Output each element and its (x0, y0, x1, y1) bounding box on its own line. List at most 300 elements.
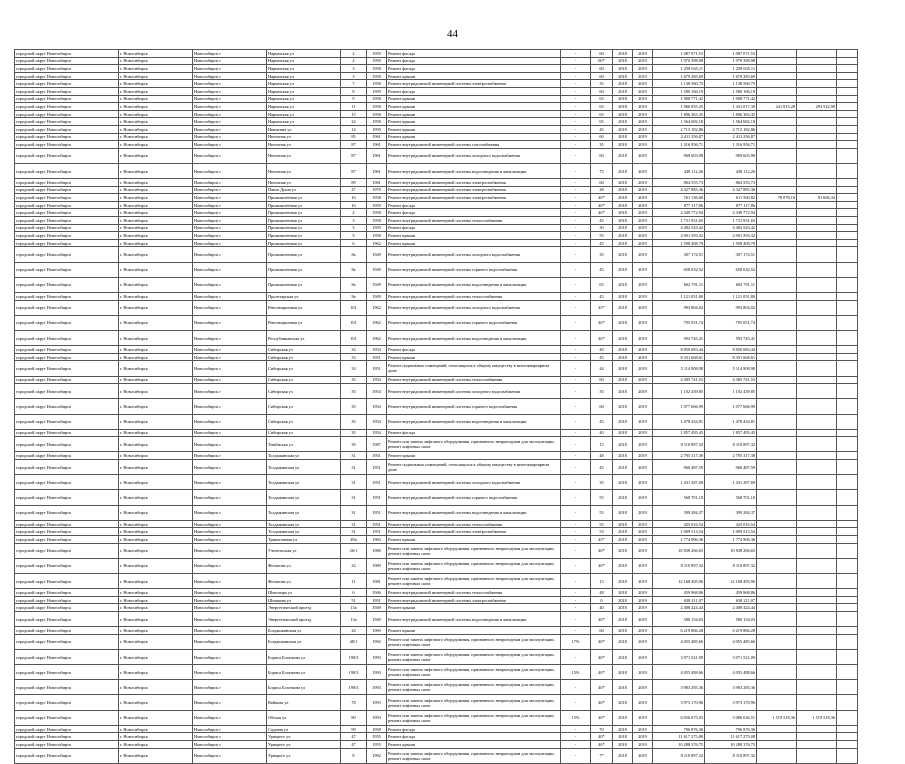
table-row (15, 72, 858, 80)
table-cell: 2019 (633, 217, 653, 225)
table-cell: Новосибирск г (193, 611, 267, 626)
table-cell: Промышленная ул (267, 209, 341, 217)
table-cell: 60 (591, 133, 613, 141)
table-cell: 1 258 635,11 (705, 65, 757, 73)
table-cell: 8 850 683,44 (705, 346, 757, 354)
table-cell: 14 (341, 125, 367, 133)
table-cell: Ремонт или замена лифтового оборудования, признанного непригодным для эксплуатации, ремонт лифтовых шахт (387, 710, 561, 725)
page-number: 44 (447, 28, 458, 40)
table-cell: Ремонт внутридомовой инженерной системы электроснабжения (387, 528, 561, 536)
table-cell: Новосибирск г (193, 186, 267, 194)
table-cell: г. Новосибирск (119, 460, 193, 475)
table-cell: городской округ Новосибирск (15, 490, 119, 505)
table-cell: 1961 (367, 148, 387, 163)
table-cell: 40* (591, 634, 613, 649)
table-cell: 2018 (613, 452, 633, 460)
table-cell: 1 564 682,18 (705, 118, 757, 126)
table-cell (797, 414, 837, 429)
table-cell: 4 055 485,66 (705, 634, 757, 649)
table-cell: 602 791,11 (705, 277, 757, 292)
table-cell: 2019 (633, 627, 653, 635)
table-cell: Ремонт крыши (387, 604, 561, 612)
table-cell: Ремонт фасада (387, 725, 561, 733)
table-cell: Ремонт или замена лифтового оборудования, признанного непригодным для эксплуатации, ремонт лифтовых шахт (387, 748, 561, 763)
table-cell (837, 543, 858, 558)
table-cell: 602 791,11 (653, 277, 705, 292)
table-cell (797, 384, 837, 399)
table-cell: 55 (591, 490, 613, 505)
table-cell: 11 (341, 103, 367, 111)
table-cell (757, 118, 797, 126)
table-cell: Новосибирск г (193, 163, 267, 178)
table-cell: 2018 (613, 665, 633, 680)
table-cell: 2019 (633, 300, 653, 315)
table-row (15, 300, 858, 315)
table-cell: 40 (591, 346, 613, 354)
table-cell: 45 (591, 414, 613, 429)
table-row (15, 634, 858, 649)
table-cell (797, 110, 837, 118)
table-row (15, 604, 858, 612)
table-cell: 1 519 518,36 (797, 710, 837, 725)
table-cell: 17% (561, 634, 591, 649)
table-cell: 4 327 885,36 (653, 186, 705, 194)
table-cell: Новосибирск г (193, 399, 267, 414)
table-cell: Бориса Богаткова ул (267, 680, 341, 695)
table-cell (837, 300, 858, 315)
table-cell: 4 055 488,66 (653, 665, 705, 680)
table-cell: - (561, 680, 591, 695)
table-cell: 2019 (633, 665, 653, 680)
table-cell: 45 (591, 353, 613, 361)
table-cell (797, 239, 837, 247)
table-cell: 35 (341, 384, 367, 399)
table-cell: Новосибирск г (193, 505, 267, 520)
table-cell: 10 288 376,75 (705, 741, 757, 749)
table-cell: - (561, 300, 591, 315)
table-cell: г. Новосибирск (119, 65, 193, 73)
table-cell: 8 850 683,44 (653, 346, 705, 354)
table-cell (757, 680, 797, 695)
table-cell (837, 695, 858, 710)
table-cell (837, 384, 858, 399)
table-cell (837, 217, 858, 225)
table-cell: Ремонт или замена лифтового оборудования, признанного непригодным для эксплуатации, ремонт лифтовых шахт (387, 665, 561, 680)
table-cell (837, 110, 858, 118)
table-cell: Новосибирск г (193, 133, 267, 141)
table-cell: 2018 (613, 475, 633, 490)
table-cell: 2018 (613, 179, 633, 187)
table-row (15, 293, 858, 301)
table-cell: 2018 (613, 695, 633, 710)
table-cell: 568 701,10 (705, 490, 757, 505)
table-cell: 2 795 317,38 (653, 452, 705, 460)
table-cell: - (561, 201, 591, 209)
table-cell: 1951 (367, 596, 387, 604)
table-cell: г. Новосибирск (119, 589, 193, 597)
table-cell: - (561, 95, 591, 103)
table-cell: 31 (341, 520, 367, 528)
table-cell: г. Новосибирск (119, 194, 193, 202)
table-cell: г. Новосибирск (119, 748, 193, 763)
table-row (15, 490, 858, 505)
table-cell (757, 490, 797, 505)
table-cell: 1989 (367, 558, 387, 573)
table-cell: 960 487,59 (653, 460, 705, 475)
table-cell: 1 009 513,54 (653, 528, 705, 536)
table-cell: Новосибирск г (193, 680, 267, 695)
table-row (15, 573, 858, 588)
table-cell: 2019 (633, 475, 653, 490)
table-cell (837, 72, 858, 80)
table-cell: 2019 (633, 725, 653, 733)
table-cell: Новосибирск г (193, 429, 267, 437)
table-cell: 78 (341, 695, 367, 710)
table-cell: 60 (591, 627, 613, 635)
table-cell: 638 211,07 (653, 596, 705, 604)
table-cell: 2019 (633, 103, 653, 111)
table-cell (757, 414, 797, 429)
table-cell: - (561, 110, 591, 118)
table-cell: Ремонт внутридомовой инженерной системы горячего водоснабжения (387, 315, 561, 330)
table-row (15, 346, 858, 354)
table-cell: - (561, 118, 591, 126)
table-cell: Нарымская ул (267, 95, 341, 103)
table-cell: 1992 (367, 748, 387, 763)
table-cell: 24 (341, 627, 367, 635)
table-cell: 2019 (633, 505, 653, 520)
table-cell: г. Новосибирск (119, 733, 193, 741)
table-cell (757, 95, 797, 103)
table-row (15, 429, 858, 437)
table-cell: Новосибирск г (193, 596, 267, 604)
table-cell: 65 (591, 277, 613, 292)
table-cell: Новосибирск г (193, 528, 267, 536)
table-cell: 11 617 275,08 (705, 733, 757, 741)
table-row (15, 399, 858, 414)
table-cell: 1 731 931,65 (653, 217, 705, 225)
table-cell: 44 (591, 361, 613, 376)
table-cell: 2018 (613, 133, 633, 141)
table-cell (797, 748, 837, 763)
table-cell: - (561, 361, 591, 376)
table-cell: 580 154,03 (653, 611, 705, 626)
table-cell: 40* (591, 741, 613, 749)
table-cell: 1954 (367, 429, 387, 437)
table-cell: 2019 (633, 490, 653, 505)
table-cell: 1 731 931,65 (705, 217, 757, 225)
table-cell: 91 666,34 (797, 194, 837, 202)
table-cell: - (561, 460, 591, 475)
table-cell (757, 725, 797, 733)
table-cell: Новосибирск г (193, 558, 267, 573)
table-cell: городской округ Новосибирск (15, 634, 119, 649)
table-cell: 2018 (613, 110, 633, 118)
table-cell (797, 353, 837, 361)
table-cell (757, 133, 797, 141)
table-cell: - (561, 475, 591, 490)
table-cell: Новосибирск г (193, 87, 267, 95)
table-cell: 0 (591, 596, 613, 604)
table-cell: - (561, 87, 591, 95)
table-cell: 99 (341, 725, 367, 733)
table-cell (837, 528, 858, 536)
table-cell: Бориса Богаткова ул (267, 665, 341, 680)
table-cell: 45 (591, 125, 613, 133)
table-cell (837, 627, 858, 635)
table-cell: - (561, 148, 591, 163)
table-cell: Новосибирск г (193, 300, 267, 315)
table-cell: - (561, 133, 591, 141)
table-row (15, 87, 858, 95)
table-cell: 40* (591, 733, 613, 741)
table-cell: Толдыкинская ул (267, 475, 341, 490)
table-cell: 40* (591, 209, 613, 217)
table-cell: 1 478 434,81 (705, 414, 757, 429)
table-cell (797, 573, 837, 588)
table-cell: Богдашкинская ул (267, 627, 341, 635)
table-cell (797, 725, 837, 733)
table-cell: городской округ Новосибирск (15, 179, 119, 187)
table-cell: 1959 (367, 201, 387, 209)
table-cell: городской округ Новосибирск (15, 201, 119, 209)
table-cell: Ремонт внутридомовой инженерной системы горячего водоснабжения (387, 490, 561, 505)
table-cell: 2018 (613, 460, 633, 475)
table-cell: 15% (561, 665, 591, 680)
table-cell: 45* (591, 536, 613, 544)
table-cell: Ниточная ул (267, 141, 341, 149)
table-cell: Энергетический проезд (267, 604, 341, 612)
table-cell (837, 558, 858, 573)
table-cell: - (561, 429, 591, 437)
table-cell: 1 598 408,79 (705, 239, 757, 247)
table-cell: 31 (341, 460, 367, 475)
table-cell: 40* (591, 330, 613, 345)
table-cell: городской округ Новосибирск (15, 528, 119, 536)
table-cell: Ремонт внутридомовой инженерной системы водоотведения и канализации (387, 505, 561, 520)
table-cell: 2 901 593,32 (705, 232, 757, 240)
table-cell (837, 80, 858, 88)
table-cell: - (561, 315, 591, 330)
table-cell: Новосибирск г (193, 710, 267, 725)
table-cell: г. Новосибирск (119, 133, 193, 141)
table-cell: г. Новосибирск (119, 50, 193, 58)
table-cell (837, 376, 858, 384)
table-cell: 28 (591, 186, 613, 194)
table-cell (797, 665, 837, 680)
table-cell: Новосибирск г (193, 460, 267, 475)
table-cell: Ниточная ул (267, 148, 341, 163)
table-cell: г. Новосибирск (119, 87, 193, 95)
table-cell: 2019 (633, 57, 653, 65)
table-cell (797, 741, 837, 749)
table-row (15, 194, 858, 202)
table-cell: 9 (341, 95, 367, 103)
table-cell: 31 (341, 452, 367, 460)
table-row (15, 141, 858, 149)
table-cell: Ремонт крыши (387, 536, 561, 544)
table-cell (837, 315, 858, 330)
table-cell: городской округ Новосибирск (15, 262, 119, 277)
table-cell: Нарымская ул (267, 65, 341, 73)
table-cell: городской округ Новосибирск (15, 573, 119, 588)
table-cell (757, 330, 797, 345)
table-cell: 13 (591, 573, 613, 588)
table-cell (797, 452, 837, 460)
table-cell: 1951 (367, 361, 387, 376)
table-cell: 7 (341, 80, 367, 88)
table-cell: 6 219 866,28 (653, 627, 705, 635)
table-cell: Новосибирск г (193, 80, 267, 88)
table-cell: - (561, 505, 591, 520)
table-cell: - (561, 558, 591, 573)
table-cell: г. Новосибирск (119, 695, 193, 710)
table-cell (757, 148, 797, 163)
table-cell: Нарымская ул (267, 72, 341, 80)
table-cell: - (561, 57, 591, 65)
table-row (15, 103, 858, 111)
table-cell: 2019 (633, 239, 653, 247)
table-cell: 101 (341, 315, 367, 330)
table-cell (757, 179, 797, 187)
table-cell: Ремонт крыши (387, 133, 561, 141)
table-cell: 1 138 560,75 (705, 80, 757, 88)
table-cell: 6 (341, 589, 367, 597)
table-cell: 2018 (613, 505, 633, 520)
table-cell: 2018 (613, 733, 633, 741)
table-cell: 1б (341, 201, 367, 209)
table-cell: г. Новосибирск (119, 376, 193, 384)
table-cell (757, 429, 797, 437)
table-cell: 47 (341, 733, 367, 741)
table-cell (757, 573, 797, 588)
table-cell (797, 733, 837, 741)
table-cell: Промышленная ул (267, 239, 341, 247)
table-cell: 45 (591, 239, 613, 247)
table-cell: 1 857 495,45 (705, 429, 757, 437)
table-cell: 8а (341, 277, 367, 292)
table-cell: Новосибирск г (193, 437, 267, 452)
table-cell: 1 679 285,69 (653, 72, 705, 80)
table-cell: 993 804,02 (705, 300, 757, 315)
table-cell (797, 437, 837, 452)
table-cell: 8 331 668,61 (705, 353, 757, 361)
table-cell (757, 217, 797, 225)
table-cell: 10 838 266,65 (705, 543, 757, 558)
table-cell: г. Новосибирск (119, 611, 193, 626)
table-cell: 1959 (367, 125, 387, 133)
table-cell (837, 634, 858, 649)
table-row (15, 232, 858, 240)
table-cell: 30 (591, 224, 613, 232)
table-cell: 1 970 398,98 (705, 57, 757, 65)
table-cell: 35 (341, 414, 367, 429)
table-cell: г. Новосибирск (119, 543, 193, 558)
table-cell: 190/3 (341, 665, 367, 680)
table-cell: 190/3 (341, 680, 367, 695)
table-cell: городской округ Новосибирск (15, 505, 119, 520)
table-cell (757, 141, 797, 149)
table-row (15, 384, 858, 399)
table-row (15, 475, 858, 490)
table-cell: г. Новосибирск (119, 95, 193, 103)
table-cell: Ремонт внутридомовой инженерной системы теплоснабжения (387, 293, 561, 301)
table-cell: городской округ Новосибирск (15, 437, 119, 452)
table-cell: 12 168 495,96 (705, 573, 757, 588)
table-cell: г. Новосибирск (119, 384, 193, 399)
table-cell (797, 179, 837, 187)
table-cell: 2018 (613, 125, 633, 133)
table-cell (837, 293, 858, 301)
table-cell: Ремонт крыши (387, 118, 561, 126)
table-cell: Ремонт внутридомовой инженерной системы газоснабжения (387, 141, 561, 149)
table-cell: 2018 (613, 209, 633, 217)
table-cell: Ремонт или замена лифтового оборудования, признанного непригодным для эксплуатации, ремонт лифтовых шахт (387, 634, 561, 649)
table-cell: 10 288 376,75 (653, 741, 705, 749)
table-cell: Промышленная ул (267, 194, 341, 202)
table-cell: 35 (341, 376, 367, 384)
table-cell: Урицкого ул (267, 748, 341, 763)
table-cell: г. Новосибирск (119, 315, 193, 330)
table-cell: 12 168 495,96 (653, 573, 705, 588)
table-cell: Ремонт внутридомовой инженерной системы электроснабжения (387, 186, 561, 194)
table-cell: г. Новосибирск (119, 596, 193, 604)
table-cell: г. Новосибирск (119, 353, 193, 361)
table-cell: 1 431 287,69 (653, 475, 705, 490)
table-cell (837, 680, 858, 695)
table-cell: 2019 (633, 634, 653, 649)
table-cell: Новосибирск г (193, 194, 267, 202)
table-cell: Новосибирск г (193, 695, 267, 710)
table-cell: 60 (591, 50, 613, 58)
table-cell: - (561, 293, 591, 301)
table-cell (837, 65, 858, 73)
table-cell (797, 57, 837, 65)
table-cell (837, 133, 858, 141)
table-cell: Ремонт крыши (387, 232, 561, 240)
capital-repair-table (14, 49, 858, 764)
table-cell (837, 460, 858, 475)
table-cell: 1962 (367, 300, 387, 315)
table-cell: 40 (591, 604, 613, 612)
table-cell: 1963 (367, 536, 387, 544)
table-cell: 2019 (633, 330, 653, 345)
table-cell: городской округ Новосибирск (15, 194, 119, 202)
table-cell: 1958 (367, 232, 387, 240)
table-cell: 2019 (633, 87, 653, 95)
table-cell: г. Новосибирск (119, 239, 193, 247)
table-cell: 1946 (367, 589, 387, 597)
table-cell: 1 316 956,71 (653, 141, 705, 149)
table-cell: Новосибирск г (193, 277, 267, 292)
table-cell: 15% (561, 710, 591, 725)
table-cell: городской округ Новосибирск (15, 330, 119, 345)
table-cell: Новосибирск г (193, 604, 267, 612)
table-cell (837, 490, 858, 505)
table-row (15, 558, 858, 573)
table-cell (797, 217, 837, 225)
table-cell (797, 520, 837, 528)
table-cell: 60 (591, 399, 613, 414)
table-cell: Сибирская ул (267, 346, 341, 354)
table-cell: 1955 (367, 733, 387, 741)
table-cell: 31 (341, 475, 367, 490)
table-cell: 45 (591, 460, 613, 475)
table-cell (757, 353, 797, 361)
table-cell: городской округ Новосибирск (15, 65, 119, 73)
table-cell: Новосибирск г (193, 475, 267, 490)
table-cell: Новосибирск г (193, 634, 267, 649)
